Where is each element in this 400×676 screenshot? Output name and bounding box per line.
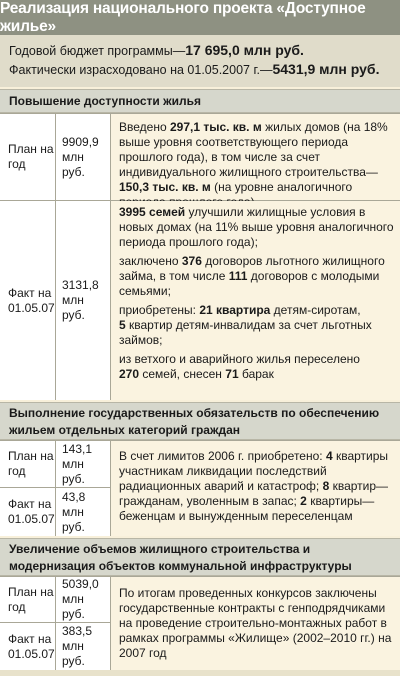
plan-desc-1-part-a: Введено xyxy=(119,120,170,134)
plan-value-1 xyxy=(56,114,111,201)
desc-2-text-a: В счет лимитов 2006 г. приобретено: xyxy=(119,449,326,463)
fact-item-2-text-c: договоров с молодыми семьями; xyxy=(119,269,380,298)
desc-3-text: По итогам проведенных конкурсов заключены государственные контракты с генподрядчиками на проведение строительно-монтажных работ в рамках программы «Жилище» (2002–2010 гг.) на 2007 год xyxy=(119,586,392,660)
desc-2-value-c: 2 xyxy=(300,494,307,508)
budget-annual-value: 17 695,0 млн руб. xyxy=(185,42,304,58)
desc-2-value-b: 8 xyxy=(322,479,330,493)
fact-item-3-value-a: 21 квартира xyxy=(199,303,271,317)
plan-desc-1 xyxy=(111,114,400,201)
plan-label-3 xyxy=(0,577,56,623)
section-table-3 xyxy=(0,576,400,670)
fact-label-3 xyxy=(0,623,56,670)
section-heading-1-text: Повышение доступности жилья xyxy=(9,94,202,108)
plan-value-3-text: 5039,0 млн руб. xyxy=(62,577,99,621)
section-heading-3 xyxy=(0,538,400,576)
plan-value-3 xyxy=(56,577,111,623)
fact-item-4-value-a: 270 xyxy=(119,367,140,381)
plan-desc-1-value-a: 297,1 тыс. кв. м xyxy=(169,120,262,134)
plan-label-1-text: План на год xyxy=(8,142,54,171)
fact-item-2-value-b: 111 xyxy=(228,269,248,283)
plan-label-2 xyxy=(0,441,56,488)
bottom-strip xyxy=(0,670,400,676)
section-table-2 xyxy=(0,440,400,536)
fact-item-3 xyxy=(119,303,394,348)
fact-item-2-text-a: заключено xyxy=(119,254,182,268)
fact-item-2-value-a: 376 xyxy=(181,254,202,268)
budget-summary xyxy=(0,35,400,87)
fact-item-4-text-a: из ветхого и аварийного жилья переселено xyxy=(119,352,360,366)
fact-item-3-text-a: приобретены: xyxy=(119,303,200,317)
fact-desc-1 xyxy=(111,201,400,400)
fact-item-2 xyxy=(119,254,394,299)
fact-item-2-text-b: договоров льготного жилищного займа, в том числе xyxy=(119,254,385,283)
budget-annual-label: Годовой бюджет программы— xyxy=(9,44,186,58)
fact-item-3-text-c: квартир детям-инвалидам за счет льготных займов; xyxy=(119,318,372,347)
section-heading-2-text: Выполнение государственных обязательств по обеспечению жильем отдельных категорий граждан xyxy=(9,406,380,437)
fact-value-3 xyxy=(56,623,111,670)
desc-2 xyxy=(111,441,400,536)
infobox-title xyxy=(0,0,400,35)
fact-value-1-text: 3131,8 млн руб. xyxy=(62,278,99,322)
budget-spent xyxy=(9,60,392,79)
section-heading-1 xyxy=(0,89,400,113)
plan-desc-1-part-c: (на уровне аналогичного xyxy=(214,180,353,194)
desc-2-value-a: 4 xyxy=(325,449,333,463)
section-table-1 xyxy=(0,113,400,400)
fact-label-2 xyxy=(0,488,56,536)
budget-spent-label: Фактически израсходовано на 01.05.2007 г.— xyxy=(9,63,273,77)
plan-value-1-text: 9909,9 млн руб. xyxy=(62,134,99,179)
fact-value-2 xyxy=(56,488,111,536)
plan-value-2-text: 143,1 млн руб. xyxy=(62,441,93,486)
fact-label-1 xyxy=(0,201,56,400)
desc-2-text-c: квартир—гражданам, уволенным в запас; xyxy=(119,479,389,508)
fact-label-1-text: Факт на 01.05.07 xyxy=(8,285,55,315)
fact-value-2-text: 43,8 млн руб. xyxy=(62,489,86,534)
title-text: Реализация национального проекта «Доступное жилье» xyxy=(0,0,366,35)
fact-item-4-text-b: семей, снесен xyxy=(139,367,226,381)
fact-item-1 xyxy=(119,205,394,250)
fact-value-3-text: 383,5 млн руб. xyxy=(62,624,93,668)
fact-item-4 xyxy=(119,352,394,382)
fact-label-2-text: Факт на 01.05.07 xyxy=(8,497,55,526)
desc-2-text-d: квартиры—беженцам и вынужденным переселенцам xyxy=(119,494,375,523)
plan-value-2 xyxy=(56,441,111,488)
fact-item-1-text: улучшили жилищные условия в новых домах (на 11% выше уровня аналогичного периода прошлого года); xyxy=(119,205,394,249)
fact-item-4-value-b: 71 xyxy=(225,367,239,381)
desc-2-text-b: квартиры участникам ликвидации последствий радиационных аварий и катастроф; xyxy=(119,449,389,493)
section-heading-2 xyxy=(0,402,400,440)
budget-spent-value: 5431,9 млн руб. xyxy=(272,61,380,77)
desc-3 xyxy=(111,577,400,670)
budget-annual xyxy=(9,41,392,60)
fact-item-1-value: 3995 семей xyxy=(119,205,186,219)
plan-desc-1-value-b: 150,3 тыс. кв. м xyxy=(119,180,211,194)
fact-label-3-text: Факт на 01.05.07 xyxy=(8,631,55,661)
plan-label-3-text: План на год xyxy=(8,584,54,614)
fact-item-3-value-b: 5 xyxy=(119,318,126,332)
plan-label-2-text: План на год xyxy=(8,449,54,478)
fact-value-1 xyxy=(56,201,111,400)
plan-desc-1-part-b: жилых домов (на 18% выше уровня соответствующего периода прошлого года), в том числе за счет индивидуального жилищного строительства— xyxy=(119,120,388,179)
fact-item-3-text-b: детям-сиротам, xyxy=(270,303,361,317)
section-heading-3-text: Увеличение объемов жилищного строительства и модернизация объектов коммунальной инфраструктуры xyxy=(9,542,352,573)
plan-label-1 xyxy=(0,114,56,201)
fact-item-4-text-c: барак xyxy=(238,367,274,381)
